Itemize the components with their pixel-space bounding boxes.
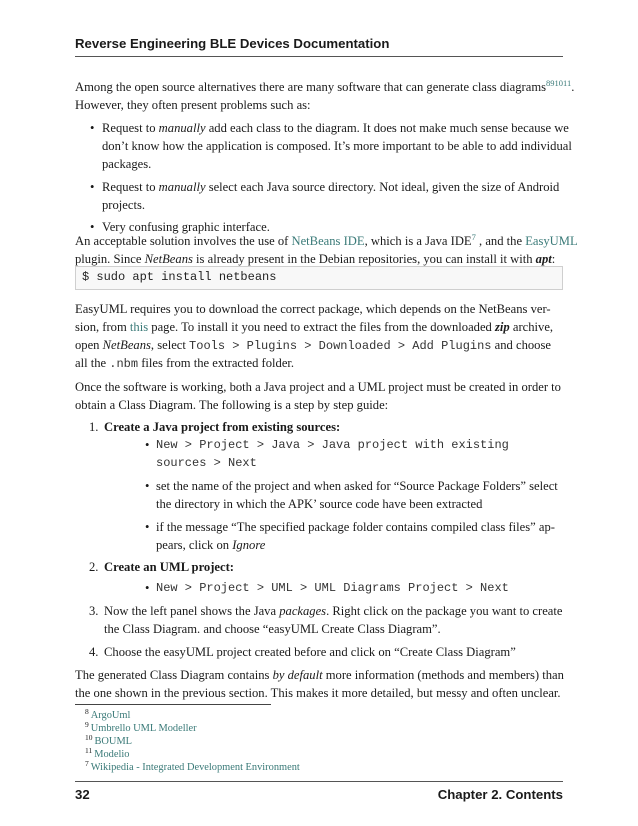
text: sion, from — [75, 320, 130, 334]
step-4-line-1: Choose the easyUML project created before and click on “Create Class Diagram” — [104, 645, 516, 659]
step-1-bullet-2-line-2: the directory in which the APK’ source code have been extracted — [156, 497, 483, 511]
footnote-number: 10 — [85, 733, 93, 742]
text: open — [75, 338, 103, 352]
emphasis: packages — [279, 604, 327, 618]
netbeans-ide-link[interactable]: NetBeans IDE — [291, 234, 365, 248]
text: archive, — [509, 320, 554, 334]
easyuml-line-3 — [75, 336, 563, 355]
step-1-bullet-2-line-1: set the name of the project and when asked for “Source Package Folders” select — [156, 479, 558, 493]
footnote-number: 8 — [85, 707, 89, 716]
code-command: $ sudo apt install netbeans — [82, 270, 277, 284]
text: , and the — [475, 234, 526, 248]
easyuml-link[interactable]: EasyUML — [525, 234, 578, 248]
bullet: • — [90, 180, 95, 194]
emphasis: zip — [495, 320, 510, 334]
bullet: • — [90, 220, 95, 234]
step-1-bullet-3-line-2 — [156, 536, 563, 554]
step-3-line-1 — [104, 602, 563, 620]
text: all the — [75, 356, 110, 370]
footnote-9 — [85, 722, 197, 735]
text: select each Java source directory. Not ideal, given the size of Android — [205, 180, 560, 194]
step-1-title: Create a Java project from existing sources: — [104, 420, 341, 434]
problem-3: Very confusing graphic interface. — [102, 220, 270, 234]
code-block[interactable] — [75, 266, 563, 290]
bullet: • — [145, 438, 150, 452]
steps-intro-line-2: obtain a Class Diagram. The following is a step by step guide: — [75, 398, 389, 412]
easyuml-line-4 — [75, 354, 563, 373]
footnote-7 — [85, 761, 300, 774]
footnote-rule — [75, 704, 271, 705]
bullet: • — [90, 121, 95, 135]
text: An acceptable solution involves the use of — [75, 234, 292, 248]
text: page. To install it you need to extract the files from the downloaded — [148, 320, 495, 334]
problem-1-line-1 — [102, 119, 569, 137]
step-1-bullet-3-line-1: if the message “The specified package folder contains compiled class files” ap- — [156, 520, 555, 534]
emphasis: manually — [158, 180, 206, 194]
emphasis: apt — [535, 252, 552, 266]
step-3-line-2: the Class Diagram. and choose “easyUML Create Class Diagram”. — [104, 622, 441, 636]
easyuml-line-1: EasyUML requires you to download the correct package, which depends on the NetBeans ver- — [75, 302, 551, 316]
steps-intro-line-1: Once the software is working, both a Java project and a UML project must be created in order to — [75, 380, 561, 394]
text: and choose — [491, 338, 551, 352]
text: . Right click on the package you want to create — [326, 604, 563, 618]
footnote-10 — [85, 735, 132, 748]
step-1-menu-line-1: New > Project > Java > Java project with existing — [156, 438, 509, 452]
text: , select — [150, 338, 190, 352]
easyuml-line-2 — [75, 318, 563, 336]
text: is already present in the Debian repositories, you can install it with — [192, 252, 536, 266]
download-page-link[interactable]: this — [129, 320, 149, 334]
bullet: • — [145, 520, 150, 534]
file-extension: .nbm — [109, 357, 139, 371]
footnote-number: 11 — [85, 746, 93, 755]
emphasis: Ignore — [232, 538, 266, 552]
solution-line-1 — [75, 232, 578, 250]
emphasis: manually — [158, 121, 206, 135]
text: add each class to the diagram. It does not make much sense because we — [205, 121, 569, 135]
problem-1-line-3: packages. — [102, 157, 152, 171]
emphasis: by default — [272, 668, 323, 682]
bullet: • — [145, 581, 150, 595]
footnote-number: 7 — [85, 759, 89, 768]
footnote-11 — [85, 748, 129, 761]
intro-line-2: However, they often present problems such as: — [75, 98, 311, 112]
text: , which is a Java IDE — [364, 234, 472, 248]
modelio-link[interactable]: Modelio — [94, 749, 130, 760]
text: Request to — [102, 121, 159, 135]
umbrello-link[interactable]: Umbrello UML Modeller — [90, 723, 197, 734]
closing-line-2: the one shown in the previous section. This makes it more detailed, but messy and often unclear. — [75, 684, 563, 702]
problem-2-line-1 — [102, 178, 563, 196]
bullet: • — [145, 479, 150, 493]
text: files from the extracted folder. — [138, 356, 295, 370]
footnote-8 — [85, 709, 130, 722]
bouml-link[interactable]: BOUML — [94, 736, 133, 747]
text: The generated Class Diagram contains — [75, 668, 273, 682]
footnote-number: 9 — [85, 720, 89, 729]
page-number: 32 — [75, 787, 90, 802]
step-2-menu: New > Project > UML > UML Diagrams Project > Next — [156, 581, 509, 595]
chapter-label: Chapter 2. Contents — [437, 787, 563, 802]
intro-text: Among the open source alternatives there are many software that can generate class diagrams — [75, 80, 547, 94]
step-2-title: Create an UML project: — [104, 560, 234, 574]
text: plugin. Since — [75, 252, 145, 266]
argouml-link[interactable]: ArgoUml — [90, 710, 131, 721]
footnote-ref-7[interactable]: 7 — [471, 232, 476, 242]
text: pears, click on — [156, 538, 233, 552]
menu-path: Tools > Plugins > Downloaded > Add Plugins — [189, 339, 492, 353]
step-number: 4. — [89, 645, 99, 659]
text: Now the left panel shows the Java — [104, 604, 280, 618]
wikipedia-ide-link[interactable]: Wikipedia - Integrated Development Environment — [90, 762, 300, 773]
step-number: 3. — [89, 604, 99, 618]
closing-line-1 — [75, 666, 563, 684]
intro-period: . — [571, 80, 575, 94]
emphasis: NetBeans — [102, 338, 151, 352]
footer-rule — [75, 781, 563, 782]
footnote-refs[interactable]: 891011 — [546, 78, 572, 88]
intro-line-1 — [75, 78, 575, 96]
text: : — [551, 252, 556, 266]
text: more information (methods and members) than — [322, 668, 564, 682]
problem-1-line-2: don’t know how the application is composed. It’s more important to be able to add individual — [102, 139, 572, 153]
step-number: 1. — [89, 420, 99, 434]
step-1-menu-line-2: sources > Next — [156, 456, 257, 470]
emphasis: NetBeans — [144, 252, 193, 266]
step-number: 2. — [89, 560, 99, 574]
text: Request to — [102, 180, 159, 194]
running-header: Reverse Engineering BLE Devices Documentation — [75, 36, 563, 57]
problem-2-line-2: projects. — [102, 198, 146, 212]
